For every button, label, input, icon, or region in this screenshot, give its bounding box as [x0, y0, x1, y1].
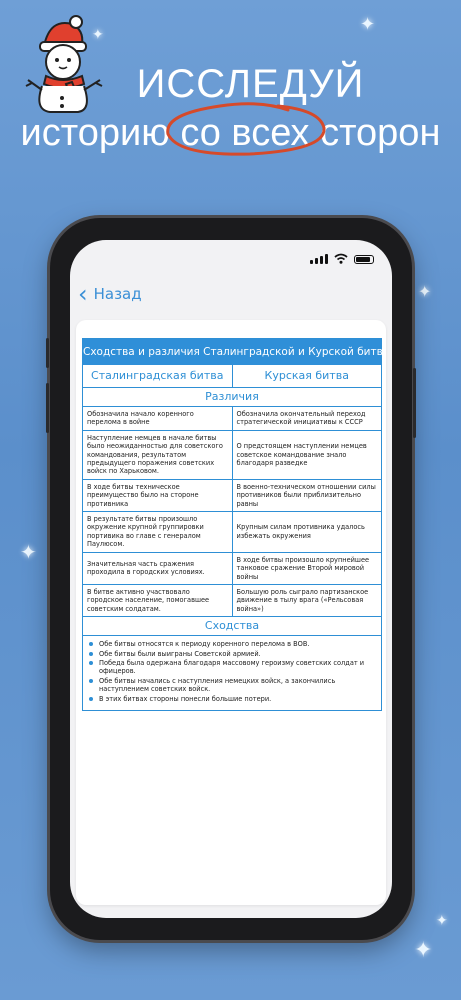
chevron-left-icon: ‹	[78, 280, 88, 308]
sparkle-icon: ✦	[418, 282, 432, 301]
sparkle-icon: ✦	[20, 540, 37, 564]
list-item	[89, 640, 375, 648]
table-cell: В ходе битвы техническое преимущество было на стороне противника	[83, 480, 233, 511]
table-row	[83, 553, 381, 585]
table-cell: О предстоящем наступлении немцев советское командование знало благодаря разведке	[236, 442, 367, 468]
table-cell: Обозначила начало коренного перелома в войне	[83, 407, 233, 430]
list-item	[89, 695, 375, 703]
headline-part1: историю	[20, 112, 170, 154]
phone-side-button	[413, 368, 416, 438]
battery-icon	[354, 255, 374, 264]
wifi-icon	[334, 253, 348, 264]
headline-part2: сторон	[320, 112, 441, 154]
table-row	[83, 512, 381, 553]
column-header: Курская битва	[264, 369, 349, 382]
phone-screen	[70, 240, 392, 918]
similarities-header: Сходства	[83, 617, 381, 636]
sparkle-icon: ✦	[436, 913, 448, 929]
table-cell: Значительная часть сражения проходила в городских условиях.	[83, 553, 233, 584]
list-item	[89, 677, 375, 694]
column-header: Сталинградская битва	[83, 365, 233, 387]
headline-line1: ИССЛЕДУЙ	[136, 62, 365, 106]
table-cell: Крупным силам противника удалось избежать окружения	[236, 523, 365, 540]
bullet-icon	[89, 642, 93, 646]
bullet-icon	[89, 652, 93, 656]
list-item-text: Обе битвы начались с наступления немецких войск, а закончились наступлением советских войск.	[99, 676, 336, 694]
table-header	[83, 365, 381, 388]
list-item-text: Обе битвы относятся к периоду коренного перелома в ВОВ.	[99, 640, 310, 649]
bullet-icon	[89, 661, 93, 665]
phone-side-button	[46, 383, 49, 433]
headline-highlight: со всех	[180, 112, 310, 154]
phone-side-button	[46, 338, 49, 368]
sparkle-icon: ✦	[92, 27, 104, 43]
similarities-list	[83, 636, 381, 710]
bullet-icon	[89, 679, 93, 683]
back-button[interactable]	[78, 282, 142, 306]
sparkle-icon: ✦	[360, 14, 376, 35]
status-bar	[70, 240, 392, 274]
table-cell: В битве активно участвовало городское население, помогавшее советским солдатам.	[83, 585, 233, 616]
highlight-circle-icon	[160, 98, 332, 160]
table-row	[83, 585, 381, 617]
differences-header: Различия	[83, 388, 381, 407]
table-row	[83, 407, 381, 431]
table-cell: В военно-техническом отношении силы противников были приблизительно равны	[236, 482, 376, 508]
table-cell: Большую роль сыграло партизанское движение в тылу врага («Рельсовая война»)	[236, 587, 369, 613]
table-title: Сходства и различия Сталинградской и Курской битв	[83, 339, 381, 365]
table-cell: В результате битвы произошло окружение крупной группировки портивика во главе с генералом Паулюсом.	[83, 512, 233, 552]
list-item-text: В этих битвах стороны понесли большие потери.	[99, 694, 272, 703]
phone-mockup	[50, 218, 412, 940]
table-row	[83, 431, 381, 480]
back-label: Назад	[93, 285, 142, 303]
list-item	[89, 650, 375, 658]
comparison-table	[82, 338, 382, 711]
sparkle-icon: ✦	[414, 938, 433, 963]
table-cell: Наступление немцев в начале битвы было неожиданностью для советского командования, результатом предыдущего поражения советских войск по Харьковом.	[83, 431, 233, 479]
list-item-text: Победа была одержана благодаря массовому героизму советских солдат и офицеров.	[99, 658, 365, 676]
list-item-text: Обе битвы были выиграны Советской армией.	[99, 649, 261, 658]
table-cell: В ходе битвы произошло крупнейшее танковое сражение Второй мировой войны	[236, 555, 370, 581]
content-card	[76, 320, 386, 905]
table-cell: Обозначила окончательный переход стратегической инициативы к СССР	[236, 410, 366, 427]
table-row	[83, 480, 381, 512]
signal-icon	[310, 254, 328, 264]
bullet-icon	[89, 697, 93, 701]
list-item	[89, 659, 375, 676]
